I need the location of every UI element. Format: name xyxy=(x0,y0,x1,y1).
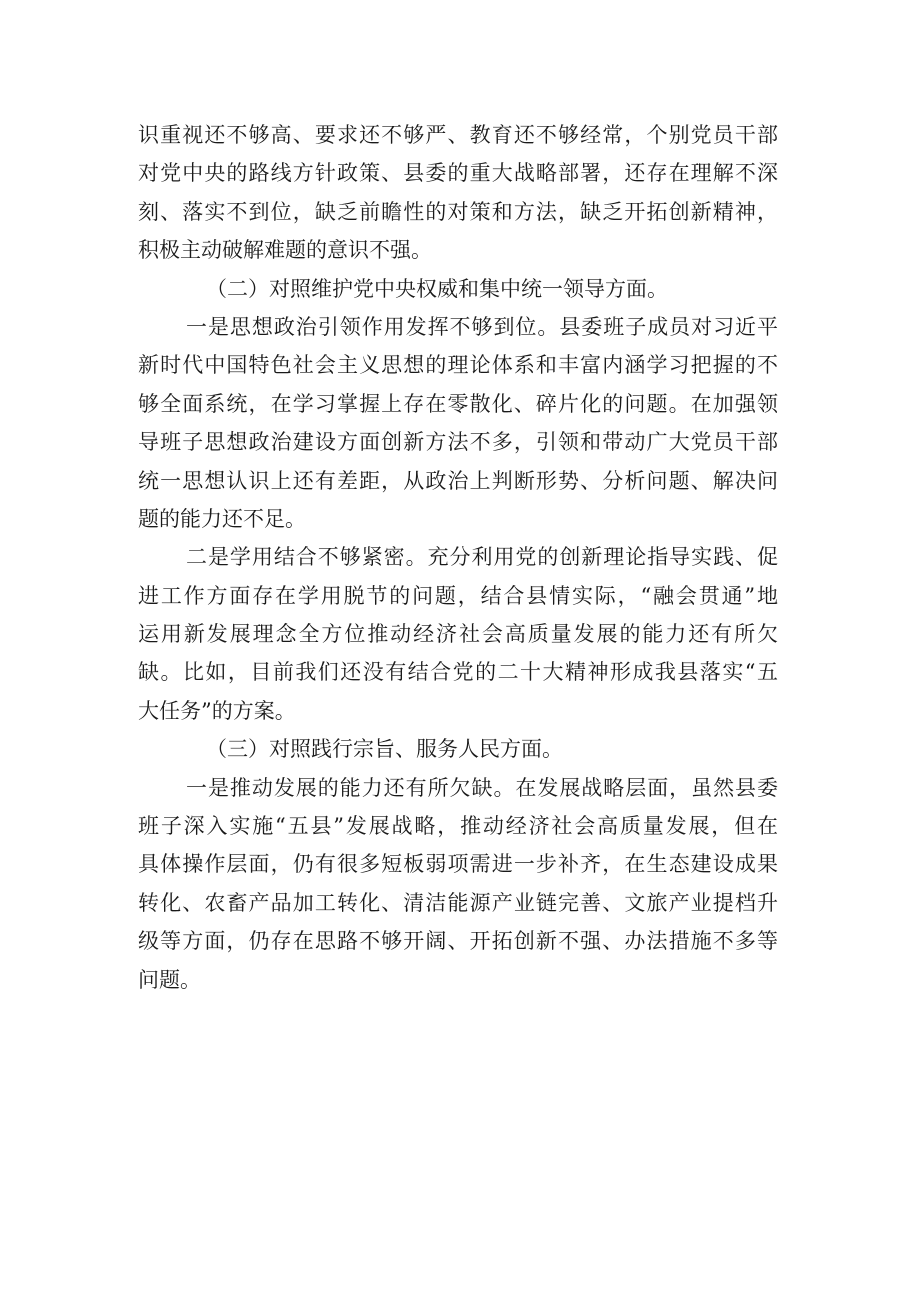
section-subheading xyxy=(138,270,778,308)
text-line: 一是思想政治引领作用发挥不够到位。县委班子成员对习近平 xyxy=(186,314,778,339)
text-line: 对党中央的路线方针政策、县委的重大战略部署，还存在理解不深 xyxy=(138,161,778,186)
paragraph-body xyxy=(138,538,778,730)
text-line: 新时代中国特色社会主义思想的理论体系和丰富内涵学习把握的不 xyxy=(138,353,778,378)
text-line: 统一思想认识上还有差距，从政治上判断形势、分析问题、解决问 xyxy=(138,468,778,493)
text-line: 刻、落实不到位，缺乏前瞻性的对策和方法，缺乏开拓创新精神， xyxy=(138,199,778,224)
text-line: 级等方面，仍存在思路不够开阔、开拓创新不强、办法措施不多等 xyxy=(138,929,778,954)
text-line: 大任务”的方案。 xyxy=(138,698,296,723)
text-line: 一是推动发展的能力还有所欠缺。在发展战略层面，虽然县委 xyxy=(186,775,778,800)
document-page xyxy=(138,116,778,999)
text-line: 够全面系统，在学习掌握上存在零散化、碎片化的问题。在加强领 xyxy=(138,391,778,416)
text-line: 识重视还不够高、要求还不够严、教育还不够经常，个别党员干部 xyxy=(138,123,778,147)
subheading-text: （二）对照维护党中央权威和集中统一领导方面。 xyxy=(206,276,668,301)
paragraph-continuation xyxy=(138,116,778,270)
paragraph-body xyxy=(138,308,778,538)
text-line: 积极主动破解难题的意识不强。 xyxy=(138,238,432,263)
text-line: 问题。 xyxy=(138,967,201,992)
text-line: 缺。比如，目前我们还没有结合党的二十大精神形成我县落实“五 xyxy=(138,660,778,685)
text-line: 二是学用结合不够紧密。充分利用党的创新理论指导实践、促 xyxy=(186,545,778,570)
text-line: 具体操作层面，仍有很多短板弱项需进一步补齐，在生态建设成果 xyxy=(138,852,778,877)
text-line: 班子深入实施“五县”发展战略，推动经济社会高质量发展，但在 xyxy=(138,814,778,839)
text-line: 进工作方面存在学用脱节的问题，结合县情实际，“融会贯通”地 xyxy=(138,583,778,608)
section-subheading xyxy=(138,730,778,768)
text-line: 运用新发展理念全方位推动经济社会高质量发展的能力还有所欠 xyxy=(138,622,778,647)
text-line: 题的能力还不足。 xyxy=(138,506,306,531)
subheading-text: （三）对照践行宗旨、服务人民方面。 xyxy=(206,737,563,762)
text-line: 转化、农畜产品加工转化、清洁能源产业链完善、文旅产业提档升 xyxy=(138,890,778,915)
paragraph-body xyxy=(138,769,778,999)
text-line: 导班子思想政治建设方面创新方法不多，引领和带动广大党员干部 xyxy=(138,430,778,455)
